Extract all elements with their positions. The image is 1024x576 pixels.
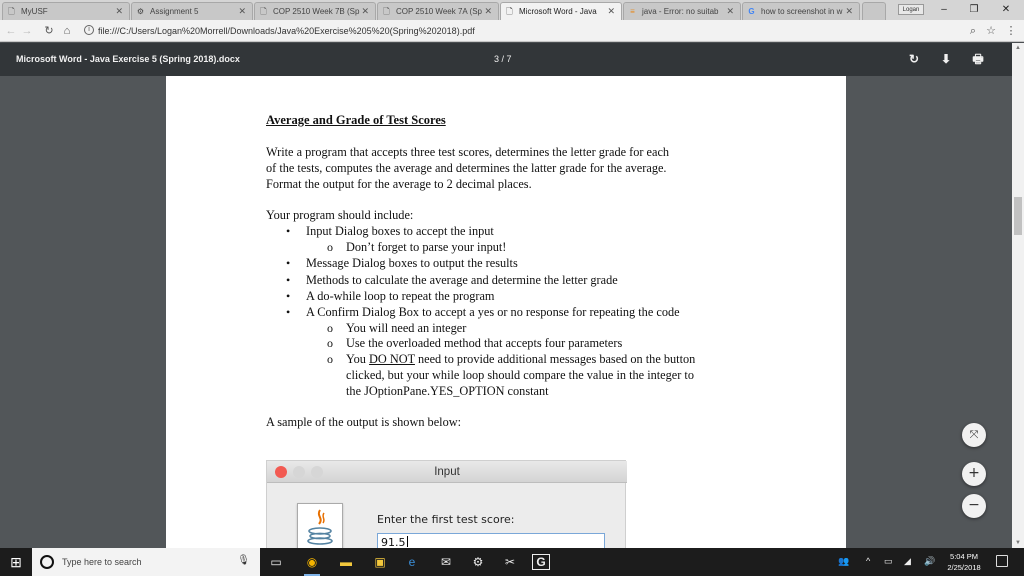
file-explorer-icon[interactable]: ▬ bbox=[340, 555, 352, 569]
profile-button[interactable]: Logan bbox=[898, 4, 924, 15]
dialog-input-field bbox=[377, 533, 605, 548]
people-icon[interactable]: 👥 bbox=[838, 556, 850, 566]
rotate-icon[interactable]: ↻ bbox=[908, 52, 920, 66]
windows-start-icon[interactable]: ⊞ bbox=[10, 554, 22, 570]
wifi-icon[interactable]: ◢ bbox=[904, 556, 911, 566]
app-g-icon[interactable]: G bbox=[532, 554, 550, 570]
paragraph-line: Format the output for the average to 2 decimal places. bbox=[266, 177, 532, 191]
page-icon: 🗋 bbox=[383, 7, 390, 16]
tab-assignment[interactable] bbox=[131, 2, 253, 20]
reload-button[interactable]: ↻ bbox=[44, 25, 54, 37]
store-icon[interactable]: ▣ bbox=[374, 555, 386, 569]
menu-icon[interactable]: ⋮ bbox=[1005, 25, 1017, 37]
address-bar bbox=[0, 20, 1024, 42]
sub-list-item: You will need an integer bbox=[346, 321, 467, 335]
list-item: A do-while loop to repeat the program bbox=[306, 289, 495, 303]
download-icon[interactable]: ⬇ bbox=[940, 52, 952, 66]
tab-title: COP 2510 Week 7A (Sp bbox=[396, 7, 482, 16]
dialog-prompt: Enter the first test score: bbox=[377, 513, 515, 526]
tab-title: MyUSF bbox=[21, 7, 48, 16]
java-logo-icon bbox=[297, 503, 343, 548]
forward-button[interactable]: → bbox=[21, 25, 33, 37]
minimize-button[interactable]: – bbox=[941, 4, 947, 15]
page-indicator: 3 / 7 bbox=[494, 54, 512, 64]
sub-bullet: o bbox=[327, 321, 333, 335]
bullet: • bbox=[286, 305, 291, 319]
sub-item-line: the JOptionPane.YES_OPTION constant bbox=[346, 384, 549, 398]
bullet: • bbox=[286, 256, 291, 270]
volume-icon[interactable]: 🔊 bbox=[924, 556, 936, 566]
pdf-page bbox=[166, 76, 846, 548]
sub-bullet: o bbox=[327, 240, 333, 254]
tab-screenshot[interactable] bbox=[742, 2, 860, 20]
sub-item-line: clicked, but your while loop should compare the value in the integer to bbox=[346, 368, 694, 382]
input-value: 91.5 bbox=[381, 536, 406, 548]
close-tab-icon[interactable]: ✕ bbox=[238, 6, 246, 16]
microphone-icon[interactable]: 🎙 bbox=[237, 555, 250, 566]
text-run: need to provide additional messages based on the button bbox=[414, 352, 696, 366]
scroll-up-icon[interactable]: ▲ bbox=[1015, 45, 1021, 51]
sub-item-line bbox=[346, 351, 766, 367]
sub-bullet: o bbox=[327, 336, 333, 350]
snipping-tool-icon[interactable]: ✂ bbox=[504, 555, 516, 569]
mail-icon[interactable]: ✉ bbox=[440, 555, 452, 569]
restore-button[interactable]: ❐ bbox=[969, 4, 979, 15]
tab-strip bbox=[0, 0, 1024, 20]
tab-cop-7b[interactable] bbox=[254, 2, 376, 20]
underlined-text: DO NOT bbox=[369, 352, 415, 366]
system-clock[interactable] bbox=[938, 551, 990, 573]
list-item: Message Dialog boxes to output the results bbox=[306, 256, 518, 270]
new-tab-button[interactable] bbox=[862, 2, 886, 20]
info-icon[interactable]: i bbox=[84, 25, 94, 35]
text-run: You bbox=[346, 352, 370, 366]
tab-title: how to screenshot in w bbox=[761, 7, 843, 16]
bullet: • bbox=[286, 224, 291, 238]
google-icon: G bbox=[748, 7, 755, 16]
url-text: file:///C:/Users/Logan%20Morrell/Downloads/Java%20Exercise%205%20(Spring%202018).pdf bbox=[98, 26, 475, 36]
back-button[interactable]: ← bbox=[5, 25, 17, 37]
search-placeholder: Type here to search bbox=[62, 557, 142, 567]
pdf-toolbar bbox=[0, 43, 1024, 76]
list-item: Methods to calculate the average and determine the letter grade bbox=[306, 273, 618, 287]
close-tab-icon[interactable]: ✕ bbox=[484, 6, 492, 16]
zoom-in-button[interactable]: + bbox=[962, 462, 986, 486]
tab-cop-7a[interactable] bbox=[377, 2, 499, 20]
close-tab-icon[interactable]: ✕ bbox=[726, 6, 734, 16]
clock-date: 2/25/2018 bbox=[947, 563, 981, 572]
taskbar-search[interactable] bbox=[32, 548, 260, 576]
tab-word-java[interactable] bbox=[500, 2, 622, 20]
chrome-icon[interactable]: ◉ bbox=[302, 552, 322, 572]
edge-icon[interactable]: e bbox=[408, 555, 416, 569]
description-paragraph bbox=[266, 144, 766, 192]
dialog-titlebar bbox=[267, 461, 627, 483]
dialog-title: Input bbox=[434, 466, 460, 478]
tab-title: java - Error: no suitab bbox=[642, 7, 719, 16]
intro-text: Your program should include: bbox=[266, 208, 414, 222]
task-view-icon[interactable]: ▭ bbox=[270, 555, 282, 569]
scroll-down-icon[interactable]: ▼ bbox=[1015, 540, 1021, 546]
notification-icon[interactable] bbox=[996, 555, 1008, 567]
sample-dialog-image bbox=[266, 460, 626, 548]
pdf-title: Microsoft Word - Java Exercise 5 (Spring 2018).docx bbox=[16, 54, 240, 64]
sub-list-item: Don’t forget to parse your input! bbox=[346, 240, 507, 254]
tab-java-error[interactable] bbox=[623, 2, 741, 20]
list-item: A Confirm Dialog Box to accept a yes or no response for repeating the code bbox=[306, 305, 680, 319]
vertical-scrollbar[interactable] bbox=[1012, 43, 1024, 548]
paragraph-line: Write a program that accepts three test scores, determines the letter grade for each bbox=[266, 145, 670, 159]
bookmark-star-icon[interactable]: ☆ bbox=[986, 25, 996, 37]
cortana-icon bbox=[40, 555, 54, 569]
doc-heading: Average and Grade of Test Scores bbox=[266, 113, 446, 127]
page-icon: 🗋 bbox=[8, 7, 15, 16]
url-field[interactable] bbox=[84, 24, 944, 38]
windows-taskbar bbox=[0, 548, 1024, 576]
list-item: Input Dialog boxes to accept the input bbox=[306, 224, 494, 238]
close-tab-icon[interactable]: ✕ bbox=[361, 6, 369, 16]
close-window-button[interactable]: ✕ bbox=[1001, 4, 1011, 15]
home-icon[interactable]: ⌂ bbox=[63, 25, 71, 37]
zoom-out-button[interactable]: − bbox=[962, 494, 986, 518]
text-cursor bbox=[407, 536, 408, 547]
stackoverflow-icon: ≡ bbox=[630, 7, 635, 16]
page-icon: 🗋 bbox=[506, 7, 513, 16]
tray-chevron-icon[interactable]: ^ bbox=[866, 556, 871, 566]
clock-time: 5:04 PM bbox=[950, 552, 978, 561]
tab-title: Microsoft Word - Java bbox=[519, 7, 597, 16]
sample-caption: A sample of the output is shown below: bbox=[266, 415, 462, 429]
fit-page-button[interactable]: ⤧ bbox=[962, 423, 986, 447]
zoom-icon[interactable]: ⌕ bbox=[969, 25, 977, 37]
sub-list-item bbox=[346, 351, 766, 399]
page-icon: 🗋 bbox=[260, 7, 267, 16]
close-tab-icon[interactable]: ✕ bbox=[115, 6, 123, 16]
loading-icon: ⚙ bbox=[136, 7, 145, 16]
sub-list-item: Use the overloaded method that accepts four parameters bbox=[346, 336, 623, 350]
print-icon[interactable]: 🖶 bbox=[972, 52, 984, 66]
pdf-viewer[interactable] bbox=[0, 76, 1012, 548]
bullet: • bbox=[286, 273, 291, 287]
settings-icon[interactable]: ⚙ bbox=[472, 555, 484, 569]
close-tab-icon[interactable]: ✕ bbox=[607, 6, 615, 16]
tab-myusf[interactable] bbox=[2, 2, 130, 20]
scroll-thumb[interactable] bbox=[1014, 197, 1022, 235]
paragraph-line: of the tests, computes the average and determines the latter grade for the average. bbox=[266, 161, 667, 175]
battery-icon[interactable]: ▭ bbox=[884, 556, 893, 566]
tab-title: COP 2510 Week 7B (Sp bbox=[273, 7, 360, 16]
bullet: • bbox=[286, 289, 291, 303]
tab-title: Assignment 5 bbox=[150, 7, 199, 16]
close-tab-icon[interactable]: ✕ bbox=[845, 6, 853, 16]
sub-bullet: o bbox=[327, 352, 333, 366]
